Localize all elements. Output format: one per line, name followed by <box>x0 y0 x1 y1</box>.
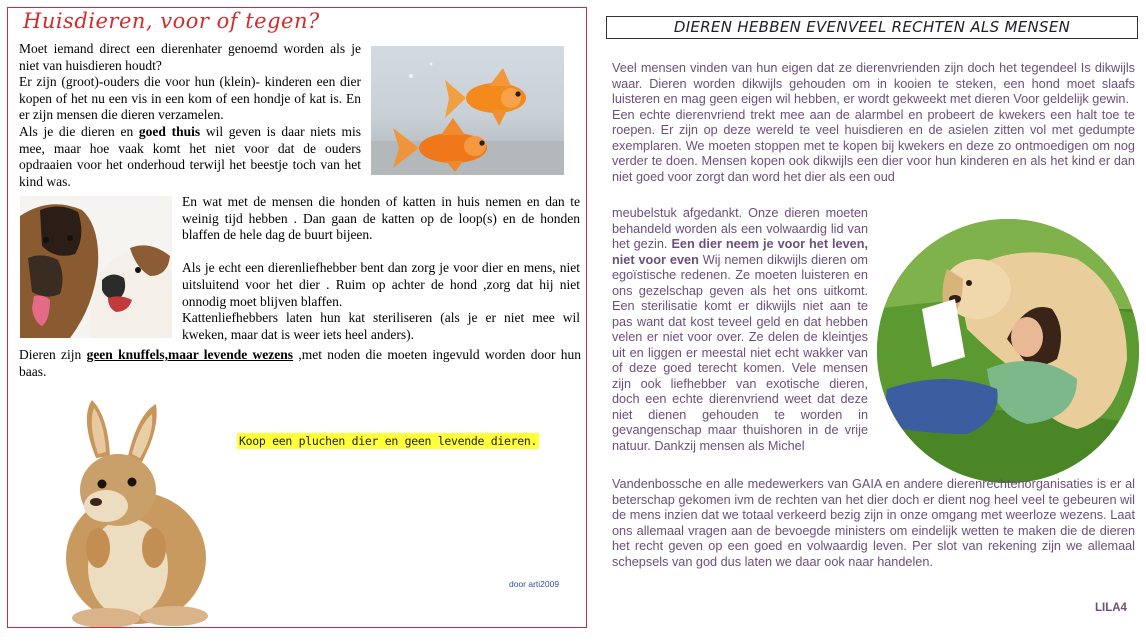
text-span: ,met noden die moeten ingevuld worden door hun baas. <box>19 347 581 379</box>
right-paragraph-2 <box>612 206 868 454</box>
text-line <box>19 347 581 380</box>
bold-phrase: goed thuis <box>138 123 201 139</box>
text-span: wil geven is daar niets mis mee, maar hoe vaak komt het niet voor dat de ouders opdraaien voor het onderhoud terwijl het beestje toch van het kind was. <box>19 123 361 189</box>
text-line: Als je echt een dierenliefhebber bent dan zorg je voor dier en mens, niet uitsluitend voor het dier . Ruim op achter de hond ,zorg dat hij niet onnodig moet blijven blaffen. <box>182 260 580 309</box>
left-article-title: Huisdieren, voor of tegen? <box>23 9 320 33</box>
text-span: Dieren zijn <box>19 347 87 362</box>
goldfish-image <box>371 46 564 175</box>
author-signature: LILA4 <box>1095 602 1127 614</box>
text-span: Als je die dieren en <box>19 123 139 139</box>
text-span: meubelstuk afgedankt. Onze dieren moeten behandeld worden als een volwaardig lid van het gezin. <box>612 206 868 251</box>
underlined-phrase: geen knuffels,maar levende wezens <box>86 347 294 362</box>
text-line: En wat met de mensen die honden of katten in huis nemen en dan te weinig tijd hebben . Dan gaan de katten op de loop(s) en de honden blaffen de hele dag de buurt bijeen. <box>182 194 580 243</box>
left-paragraph-3 <box>19 347 581 380</box>
highlight-note: Koop een pluchen dier en geen levende dieren. <box>239 434 538 448</box>
text-line: Kattenliefhebbers laten hun kat steriliseren (als je er niet mee wil kweken, maar dat is weer iets heel anders). <box>182 310 580 342</box>
left-paragraph-1 <box>19 41 361 190</box>
left-paragraph-2 <box>182 194 580 343</box>
right-paragraph-3: Vandenbossche en alle medewerkers van GAIA en andere dierenrechtenorganisaties is er al beterschap gekomen ivm de rechten van het dier doch er dient nog heel veel te gebeuren wil de mens inzien dat we totaal verkeerd bezig zijn in onze omgang met weerloze wezens. Laat ons allemaal vragen aan de bevoegde ministers om eindelijk wetten te maken die de dieren het recht geven op een goed en volwaardig leven. Per slot van rekening zijn we allemaal schepsels van god dus laten we daar ook naar handelen. <box>612 477 1135 569</box>
right-article-title: DIEREN HEBBEN EVENVEEL RECHTEN ALS MENSEN <box>606 16 1138 39</box>
left-article <box>7 7 587 628</box>
text-line <box>612 206 868 454</box>
dogs-image <box>20 196 172 338</box>
text-line: Veel mensen vinden van hun eigen dat ze dierenvrienden zijn doch het tegendeel Is dikwijls waar. Dieren worden dikwijls gehouden om in kooien te steken, een hond moet slaafs luisteren en mag geen eigen wil hebben, er wordt gekweekt met dieren Voor geldelijk gewin. <box>612 61 1135 106</box>
text-line <box>19 124 361 190</box>
text-span: Wij nemen dikwijls dieren om egoïstische redenen. Ze moeten luisteren en ons gezelschap geven als het ons uitkomt. Een sterilisatie komt er dikwijls niet aan te pas want dat kost teveel geld en dat hebben velen er niet voor over. Ze delen de kleintjes uit en liggen er meestal niet echt wakker van of deze goed terecht komen. Vele mensen zijn ook liefhebber van exotische dieren, doch een echte dierenvriend weet dat deze niet dienen gehouden te worden in gevangenschap maar thuishoren in de vrije natuur. Dankzij mensen als Michel <box>612 252 868 453</box>
text-line: Moet iemand direct een dierenhater genoemd worden als je niet van huisdieren houdt? <box>19 41 361 73</box>
text-line: Een echte dierenvriend trekt mee aan de alarmbel en probeert de kwekers een halt toe te roepen. Er zijn op deze wereld te veel huisdieren en de asielen zitten vol met gedumpte exemplaren. We moeten stoppen met te kopen bij kwekers en deze zo ontmoedigen om nog verder te doen. Mensen kopen ook dikwijls een dier voor hun kinderen en als het kind er dan niet goed voor zorgt dan word het dier als een oud <box>612 107 1135 184</box>
woman-dog-photo <box>877 219 1139 483</box>
bold-phrase: Een dier neem je voor het leven, niet voor even <box>612 237 869 267</box>
text-line: Er zijn (groot)-ouders die voor hun (klein)- kinderen een dier kopen of het nu een vis in een kom of een hondje of kat is. En er zijn mensen die dieren verzamelen. <box>19 74 361 123</box>
plush-kangaroo-image <box>36 398 221 628</box>
right-paragraph-1 <box>612 61 1135 185</box>
author-credit: door arti2009 <box>509 579 560 589</box>
